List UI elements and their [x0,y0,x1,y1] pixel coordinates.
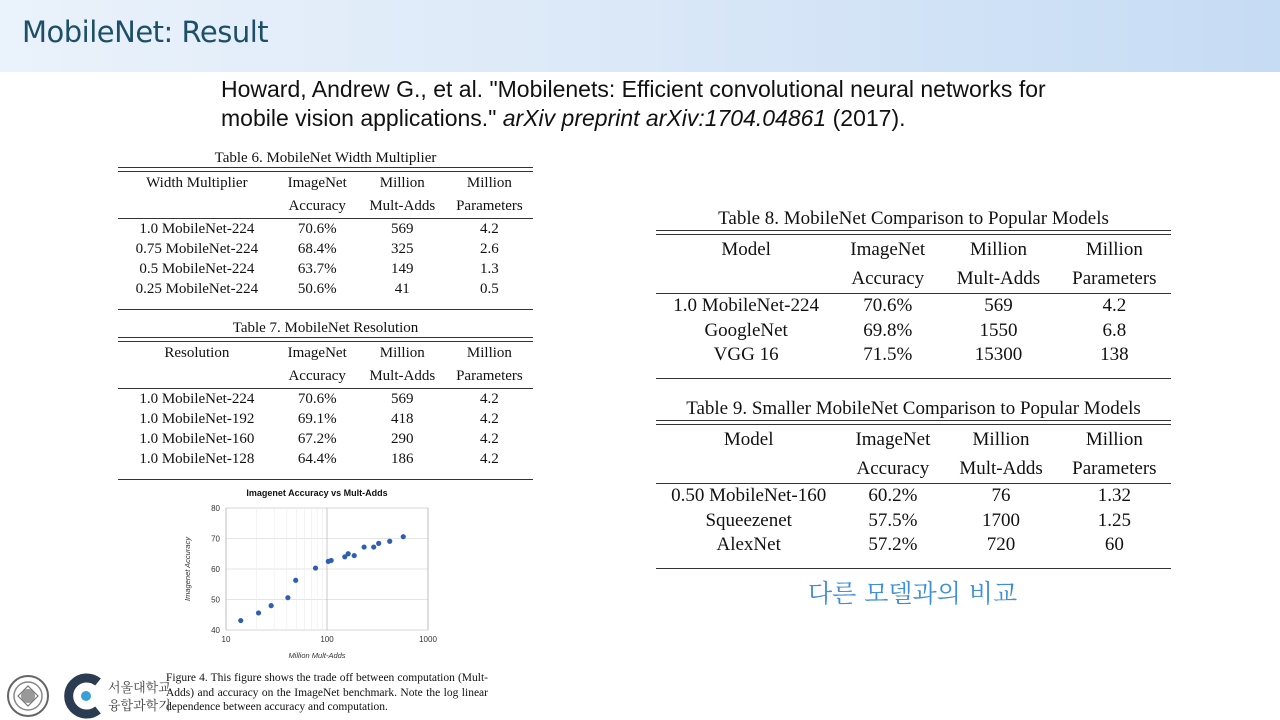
table-cell: 60 [1104,534,1124,555]
citation-text: Howard, Andrew G., et al. "Mobilenets: Efficient convolutional neural networks for mobile vision applications." [221,76,1046,131]
table-header-cell: ImageNet [850,239,926,260]
institute-c-logo-icon [69,678,98,714]
table-cell: 1.0 MobileNet-160 [139,431,255,447]
data-point [352,553,357,558]
table-row [656,319,1171,344]
table-cell: 15300 [974,344,1023,365]
data-point [376,541,381,546]
table-cell: 64.4% [297,451,337,467]
table-body [118,172,533,310]
table-cell: 50.6% [297,281,337,297]
table-cell: 1550 [979,319,1018,341]
x-tick-label: 1000 [419,635,437,644]
table-row [656,343,1171,368]
table-row [118,449,533,469]
table-header-row [656,235,1171,264]
title-banner [0,0,1280,72]
accuracy-vs-multadds-chart [178,484,438,664]
table-cell: 70.6% [836,294,939,319]
table-cell: 69.1% [297,411,337,427]
table-cell: 138 [1100,344,1129,365]
slide-title: MobileNet: Result [22,15,269,49]
table-header-cell: Million [969,239,1027,260]
table-row [656,294,1171,319]
table-header-cell: Million [466,345,512,361]
table-header-cell: ImageNet [287,175,347,191]
table-header-cell: Million [1085,239,1143,260]
table-header-cell: Width Multiplier [146,175,248,191]
y-tick-label: 70 [211,534,220,544]
data-point [329,558,334,563]
table-row [118,239,533,259]
table-body [118,342,533,480]
table-cell: 4.2 [480,431,499,447]
citation [221,75,1061,133]
table-header-cell: Accuracy [851,268,925,289]
table-header-cell: Million [379,175,425,191]
table-header-cell: Model [723,429,774,450]
data-point [371,544,376,549]
table-cell: 60.2% [841,484,944,509]
table-row [656,484,1171,509]
table-header-row [118,365,533,389]
table-cell: 290 [391,431,414,447]
table-cell: 63.7% [297,261,337,277]
table-row [118,259,533,279]
table-header-cell: Resolution [164,345,230,361]
table-header-cell: Accuracy [856,458,930,479]
table-bottom-rule [656,558,1171,569]
table-caption: Table 9. Smaller MobileNet Comparison to Popular Models [686,398,1141,419]
table-9 [656,398,1171,569]
table-cell: 569 [359,389,446,410]
table-cell: 4.2 [480,411,499,427]
table-cell: 57.2% [868,534,918,555]
chart-title: Imagenet Accuracy vs Mult-Adds [246,488,388,498]
table-header-cell: Parameters [1072,268,1157,289]
table-cell: 4.2 [480,451,499,467]
table-cell: 1700 [982,509,1021,531]
table-cell: 67.2% [297,431,337,447]
table-cell: 720 [986,534,1016,555]
institute-name-line1: 서울대학교 [108,681,171,696]
table-cell: 0.5 MobileNet-224 [139,261,255,277]
table-8 [656,208,1171,379]
table-header-cell: Accuracy [288,368,346,384]
table-caption: Table 7. MobileNet Resolution [232,320,419,336]
table-cell: 71.5% [863,344,913,365]
x-tick-label: 10 [221,635,231,644]
table-header-cell [656,454,841,484]
table-6 [118,150,533,310]
table-header-cell: Mult-Adds [369,368,436,384]
table-body [656,425,1171,569]
table-caption: Table 6. MobileNet Width Multiplier [214,150,437,166]
table-header-cell [656,264,836,294]
table-bottom-rule [118,299,533,310]
table-cell: 2.6 [480,241,499,257]
table-header-cell: ImageNet [287,345,347,361]
table-cell: 70.6% [276,219,359,240]
table-header-cell [118,365,276,389]
table-row [118,409,533,429]
data-point [269,603,274,608]
data-point [238,618,243,623]
table-header-cell: Mult-Adds [959,458,1043,479]
table-header-row [118,195,533,219]
table-header-cell: Parameters [456,198,523,214]
citation-year: (2017). [826,105,906,131]
table-cell: 569 [939,294,1057,319]
table-cell: 1.0 MobileNet-128 [139,451,255,467]
data-point [362,544,367,549]
table-cell: 4.2 [446,389,533,410]
y-tick-label: 50 [211,595,220,605]
data-point [346,551,351,556]
table-cell: 0.50 MobileNet-160 [656,484,841,509]
table-row [118,429,533,449]
table-cell: 1.25 [1097,509,1131,531]
table-cell: 149 [391,261,414,277]
table-cell: 6.8 [1102,319,1127,341]
table-header-cell: Million [379,345,425,361]
table-cell: 1.32 [1058,484,1171,509]
table-header-cell: ImageNet [855,429,931,450]
y-axis-label: Imagenet Accuracy [183,537,192,601]
table-cell: 41 [394,281,410,297]
table-cell: 0.5 [480,281,499,297]
table-row [118,279,533,299]
table-cell: 68.4% [297,241,337,257]
table-row [118,389,533,410]
data-point [387,539,392,544]
table-bottom-rule [656,368,1171,379]
table-cell: 0.75 MobileNet-224 [135,241,259,257]
table-cell: Squeezenet [705,509,792,531]
table-cell: AlexNet [716,534,781,555]
y-tick-label: 40 [211,626,220,635]
data-point [313,565,318,570]
x-axis-label: Million Mult-Adds [288,651,346,660]
table-row [656,533,1171,558]
data-point [293,578,298,583]
table-cell: 569 [359,219,446,240]
table-cell: 70.6% [276,389,359,410]
table-cell: 69.8% [863,319,913,341]
table-cell: 1.0 MobileNet-192 [139,411,255,427]
figure-caption: Figure 4. This figure shows the trade off between computation (Mult-Adds) and accuracy on the ImageNet benchmark. Note the log linear dependence between accuracy and computation. [166,672,488,713]
table-cell: 1.0 MobileNet-224 [656,294,836,319]
table-caption: Table 8. MobileNet Comparison to Popular Models [718,208,1109,229]
table-header-cell: Mult-Adds [369,198,436,214]
institute-name-line2: 융합과학기 [108,699,171,714]
table-header-row [118,342,533,365]
table-cell: GoogleNet [704,319,788,341]
table-cell: 186 [391,451,414,467]
table-cell: 4.2 [1058,294,1171,319]
table-row [656,509,1171,534]
table-header-row [656,264,1171,294]
y-tick-label: 80 [211,504,220,513]
table-header-cell: Parameters [456,368,523,384]
data-point [285,595,290,600]
data-point [401,534,406,539]
table-cell: 325 [391,241,414,257]
comparison-note: 다른 모델과의 비교 [808,579,1018,608]
table-header-cell: Accuracy [288,198,346,214]
table-cell: 0.25 MobileNet-224 [135,281,259,297]
table-header-row [656,454,1171,484]
table-header-cell: Million [466,175,512,191]
table-header-cell: Million [1085,429,1143,450]
citation-journal: arXiv preprint arXiv:1704.04861 [502,105,827,131]
table-row [118,219,533,240]
table-header-cell: Mult-Adds [956,268,1041,289]
table-body [656,235,1171,379]
table-cell: 418 [391,411,414,427]
table-header-cell: Model [721,239,771,260]
university-seal-icon [8,676,48,716]
table-cell: 1.0 MobileNet-224 [118,219,276,240]
table-cell: 1.3 [480,261,499,277]
table-cell: 57.5% [868,509,918,531]
table-cell: VGG 16 [713,344,779,365]
y-tick-label: 60 [211,565,220,574]
x-tick-label: 100 [320,635,334,644]
table-bottom-rule [118,469,533,480]
institute-name [108,680,171,716]
table-cell: 4.2 [446,219,533,240]
table-header-cell [118,195,276,219]
table-7 [118,320,533,480]
table-header-cell: Parameters [1072,458,1157,479]
table-cell: 1.0 MobileNet-224 [118,389,276,410]
table-header-row [656,425,1171,454]
table-header-row [118,172,533,195]
data-point [256,610,261,615]
table-header-cell: Million [972,429,1030,450]
table-cell: 76 [944,484,1057,509]
